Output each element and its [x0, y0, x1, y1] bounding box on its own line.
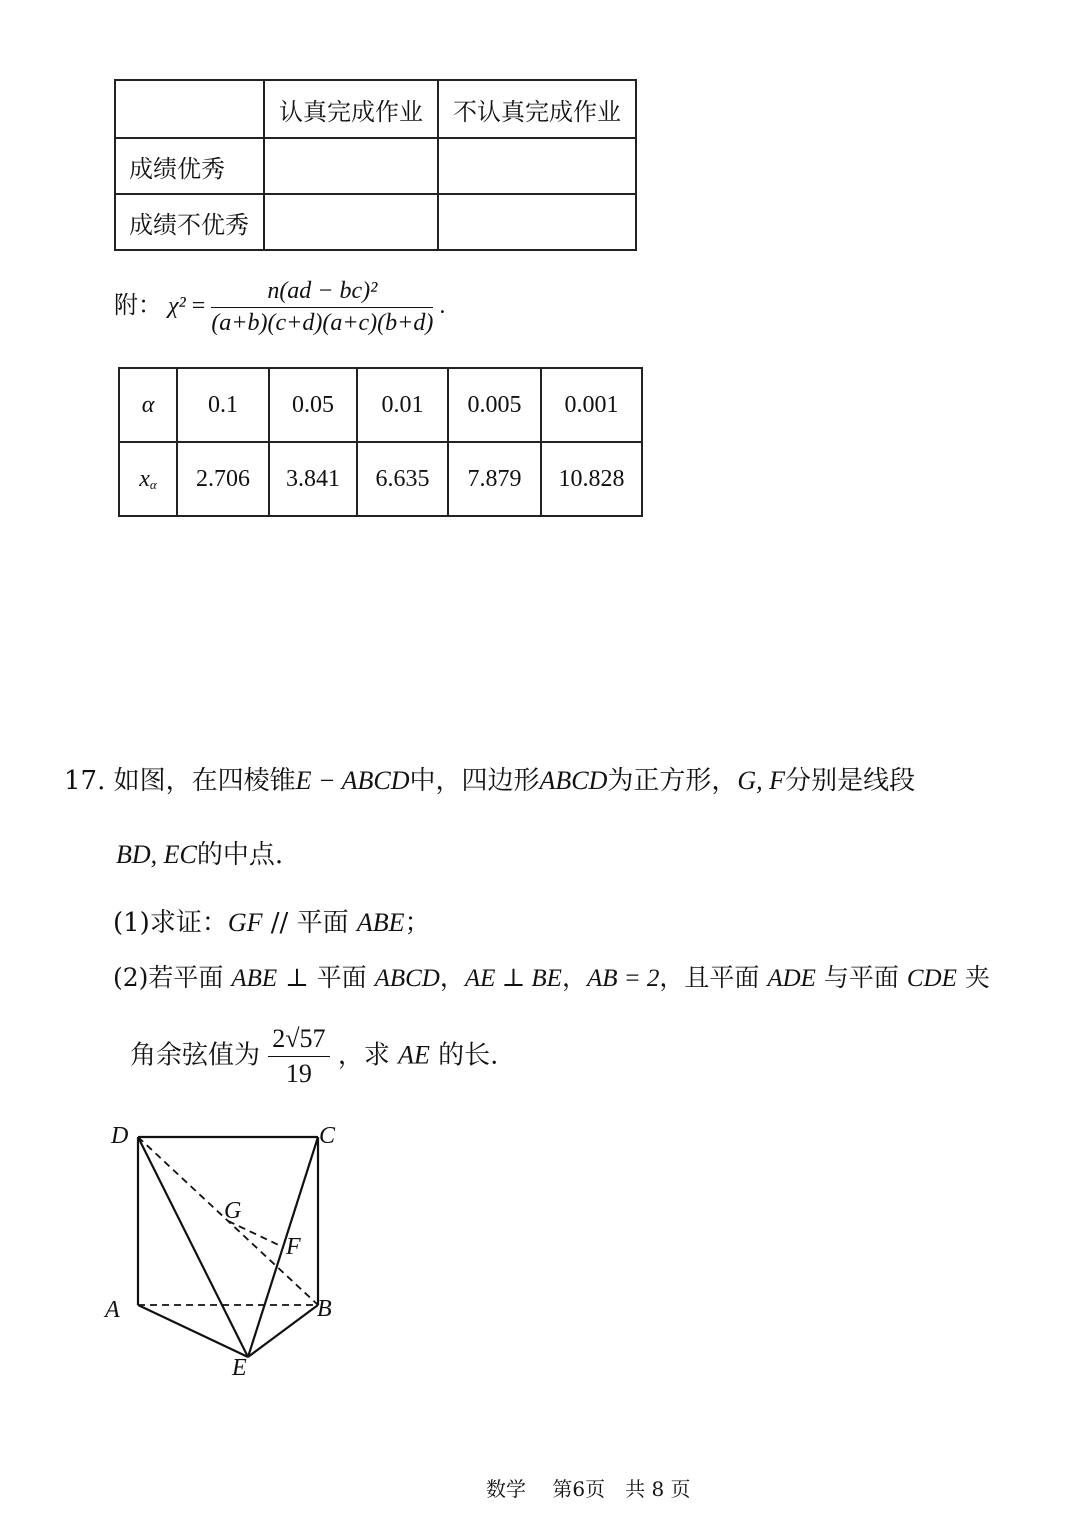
- table2-cell: 2.706: [177, 442, 269, 516]
- text: (2)若平面: [113, 963, 232, 992]
- table1-row-not-excellent: 成绩不优秀: [115, 194, 264, 250]
- text: ，求: [337, 1040, 399, 1071]
- table2-cell: 3.841: [269, 442, 357, 516]
- math: CDE: [906, 965, 957, 992]
- formula-denominator: (a+b)(c+d)(a+c)(b+d): [211, 310, 434, 336]
- table2-cell: 10.828: [541, 442, 642, 516]
- formula-numerator: n(ad − bc)²: [211, 278, 433, 308]
- table1-header-not-diligent: 不认真完成作业: [438, 80, 636, 138]
- text: 角余弦值为: [130, 1040, 261, 1071]
- table2-alpha-label: α: [119, 368, 177, 442]
- text: 的长.: [429, 1040, 499, 1071]
- table2-cell: 0.005: [448, 368, 541, 442]
- text: 分别是线段: [785, 766, 916, 796]
- edge-BE: [248, 1305, 318, 1357]
- math: ADE: [767, 965, 816, 992]
- text: ，: [439, 963, 465, 992]
- table2-cell: 0.05: [269, 368, 357, 442]
- label-A: A: [105, 1297, 120, 1323]
- fraction-numerator: 2√57: [268, 1024, 329, 1057]
- math: AE ⊥ BE: [464, 965, 562, 992]
- math: ABCD: [374, 965, 440, 992]
- label-C: C: [319, 1123, 336, 1149]
- table1-row-excellent: 成绩优秀: [115, 138, 264, 194]
- text: 如图，在四棱锥: [113, 766, 296, 796]
- text: 夹: [956, 963, 990, 992]
- text: 为正方形，: [607, 766, 738, 796]
- table2-cell: 6.635: [357, 442, 448, 516]
- label-F: F: [286, 1234, 301, 1260]
- edge-DE: [138, 1137, 248, 1357]
- formula-suffix: .: [439, 293, 446, 320]
- math-square: ABCD: [539, 766, 608, 795]
- table2-cell: 0.01: [357, 368, 448, 442]
- math: ABE: [356, 908, 405, 937]
- math: AB = 2: [586, 965, 660, 992]
- x-sub: α: [149, 476, 157, 492]
- formula-equals: =: [191, 293, 206, 320]
- text: 中，四边形: [409, 766, 540, 796]
- math-pyramid: E − ABCD: [295, 766, 410, 795]
- table2-cell: 7.879: [448, 442, 541, 516]
- problem-number: 17.: [64, 766, 106, 796]
- math: AE: [398, 1040, 430, 1070]
- text: 的中点.: [196, 840, 284, 870]
- formula-prefix: 附：: [114, 291, 162, 320]
- x-main: x: [139, 465, 150, 492]
- text: 与平面: [815, 963, 907, 992]
- formula-lhs: χ²: [168, 293, 186, 320]
- edge-AE: [138, 1305, 248, 1357]
- table2-cell: 0.001: [541, 368, 642, 442]
- table1-header-diligent: 认真完成作业: [264, 80, 438, 138]
- page-footer: 数学 第6页 共 8 页: [486, 1477, 691, 1501]
- label-E: E: [232, 1355, 247, 1381]
- math: GF: [227, 908, 263, 937]
- label-B: B: [317, 1296, 332, 1322]
- math-segments: BD, EC: [116, 840, 197, 869]
- text: ；: [404, 908, 431, 938]
- text: (1)求证：: [113, 908, 228, 938]
- text: // 平面: [262, 908, 357, 938]
- fraction-denominator: 19: [285, 1059, 312, 1088]
- math: ABE: [231, 965, 278, 992]
- label-D: D: [111, 1123, 129, 1149]
- label-G: G: [224, 1198, 242, 1224]
- dashed-GF: [228, 1221, 283, 1247]
- math-points: G, F: [737, 766, 786, 795]
- text: ，: [561, 963, 587, 992]
- text: ⊥ 平面: [277, 963, 375, 992]
- text: ，且平面: [659, 963, 768, 992]
- table2-cell: 0.1: [177, 368, 269, 442]
